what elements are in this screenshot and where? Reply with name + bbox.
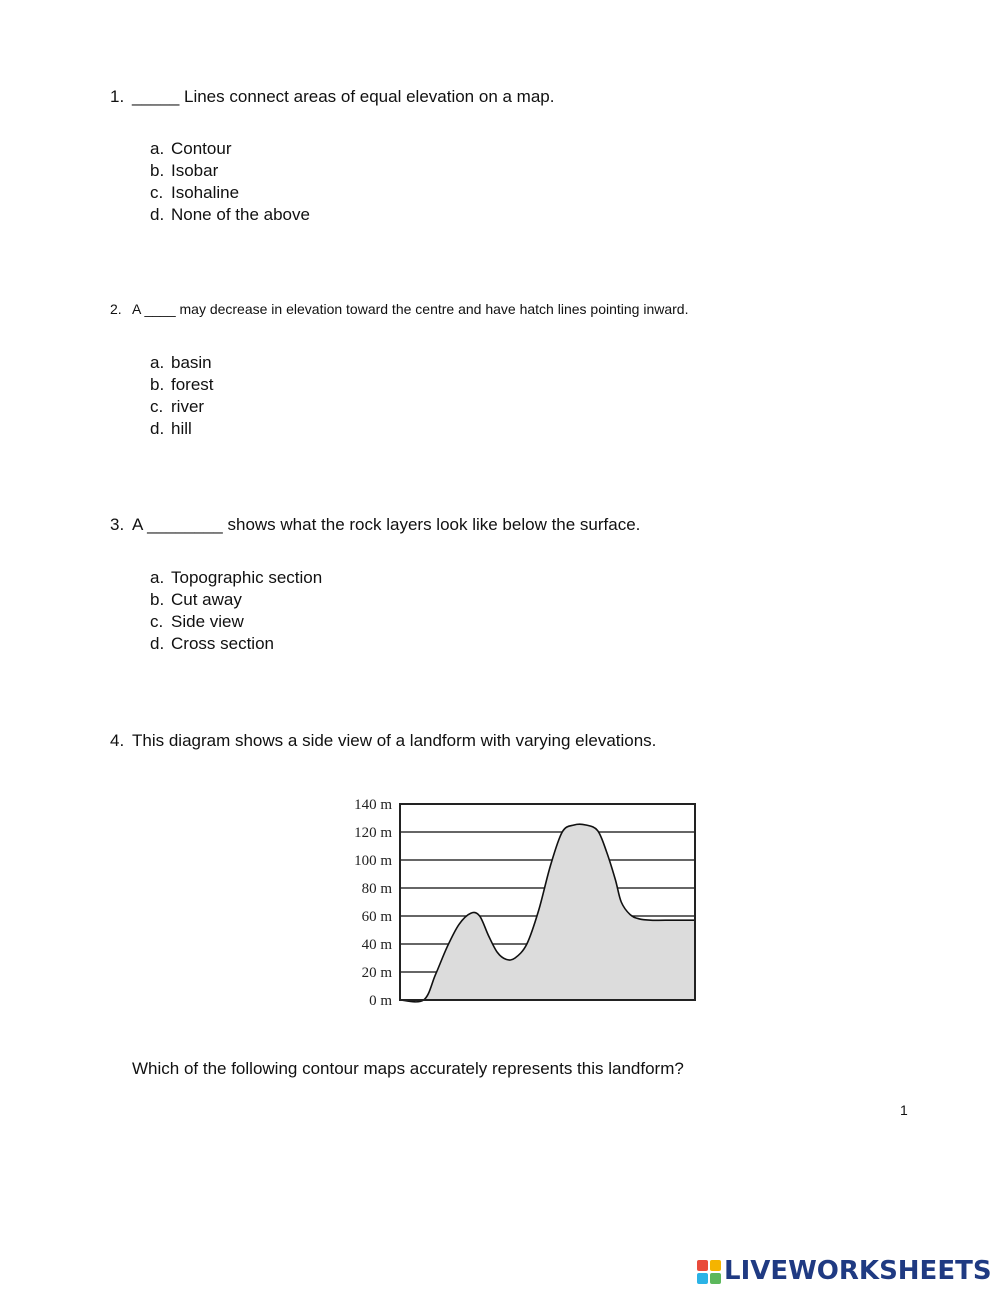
option-item[interactable]: [150, 182, 550, 204]
option-text: Cross section: [171, 634, 274, 653]
option-item[interactable]: [150, 138, 550, 160]
page-number: 1: [900, 1102, 908, 1118]
question-number: 2.: [110, 301, 122, 317]
option-letter: d.: [150, 419, 165, 438]
question-number: 3.: [110, 515, 125, 534]
question-1-options: [150, 138, 550, 226]
question-text: A ________ shows what the rock layers look like below the surface.: [132, 515, 641, 534]
option-letter: b.: [150, 590, 165, 609]
option-letter: c.: [150, 183, 164, 202]
option-text: Contour: [171, 139, 232, 158]
option-letter: c.: [150, 397, 164, 416]
option-text: Topographic section: [171, 568, 323, 587]
option-item[interactable]: [150, 352, 550, 374]
question-4-prompt: Which of the following contour maps accurately represents this landform?: [132, 1059, 684, 1078]
option-text: basin: [171, 353, 212, 372]
option-letter: a.: [150, 139, 165, 158]
option-text: Cut away: [171, 590, 242, 609]
option-item[interactable]: [150, 396, 550, 418]
elevation-profile-chart: [320, 790, 720, 1015]
y-tick-label: 60 m: [361, 909, 392, 925]
elevation-profile-svg: [320, 790, 720, 1015]
option-item[interactable]: [150, 160, 550, 182]
option-item[interactable]: [150, 633, 550, 655]
liveworksheets-logo-icon: [696, 1259, 722, 1285]
option-item[interactable]: [150, 589, 550, 611]
option-letter: b.: [150, 161, 165, 180]
question-text: This diagram shows a side view of a landform with varying elevations.: [132, 731, 657, 750]
liveworksheets-logo[interactable]: [696, 1255, 996, 1287]
question-text: A ____ may decrease in elevation toward the centre and have hatch lines pointing inward.: [132, 301, 689, 317]
y-tick-label: 0 m: [369, 993, 392, 1009]
question-2: [110, 300, 810, 318]
option-text: Isohaline: [171, 183, 240, 202]
option-text: hill: [171, 419, 192, 438]
option-letter: b.: [150, 375, 165, 394]
y-tick-label: 80 m: [361, 881, 392, 897]
option-item[interactable]: [150, 567, 550, 589]
option-text: river: [171, 397, 205, 416]
option-text: None of the above: [171, 205, 310, 224]
question-3: [110, 515, 810, 535]
option-item[interactable]: [150, 374, 550, 396]
question-text: _____ Lines connect areas of equal elevation on a map.: [132, 87, 555, 106]
question-number: 4.: [110, 731, 125, 750]
question-1: [110, 87, 710, 107]
option-item[interactable]: [150, 611, 550, 633]
y-tick-label: 20 m: [361, 965, 392, 981]
y-axis-labels: [354, 797, 392, 1009]
y-tick-label: 100 m: [354, 853, 392, 869]
question-4: [110, 731, 810, 751]
question-number: 1.: [110, 87, 125, 106]
option-letter: a.: [150, 353, 165, 372]
question-3-options: [150, 567, 550, 655]
option-text: Isobar: [171, 161, 219, 180]
option-letter: c.: [150, 612, 164, 631]
option-text: forest: [171, 375, 214, 394]
option-item[interactable]: [150, 418, 550, 440]
y-tick-label: 40 m: [361, 937, 392, 953]
question-2-options: [150, 352, 550, 440]
option-item[interactable]: [150, 204, 550, 226]
liveworksheets-logo-text: LIVEWORKSHEETS: [724, 1256, 992, 1286]
y-tick-label: 140 m: [354, 797, 392, 813]
terrain-area: [400, 824, 695, 1002]
y-tick-label: 120 m: [354, 825, 392, 841]
option-letter: d.: [150, 205, 165, 224]
option-letter: d.: [150, 634, 165, 653]
option-text: Side view: [171, 612, 244, 631]
option-letter: a.: [150, 568, 165, 587]
